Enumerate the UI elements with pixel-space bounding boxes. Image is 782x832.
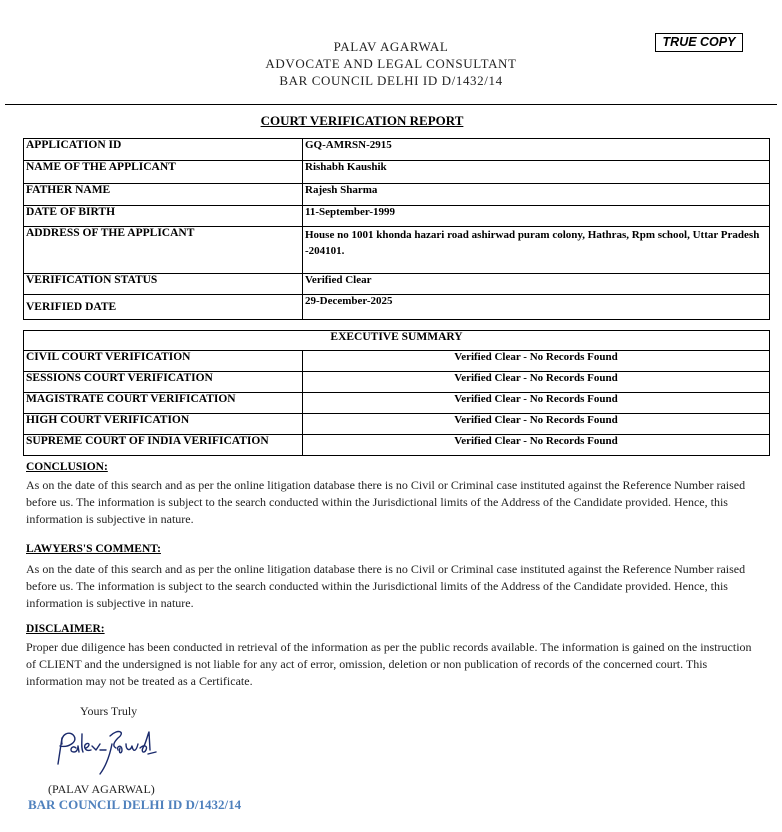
table-row bbox=[24, 351, 770, 372]
info-label: VERIFICATION STATUS bbox=[24, 274, 303, 295]
table-row bbox=[24, 206, 770, 227]
table-row bbox=[24, 295, 770, 320]
info-value: Rajesh Sharma bbox=[303, 184, 770, 206]
table-row bbox=[24, 227, 770, 274]
info-label: VERIFIED DATE bbox=[24, 295, 303, 320]
summary-value: Verified Clear - No Records Found bbox=[303, 435, 770, 456]
info-label: DATE OF BIRTH bbox=[24, 206, 303, 227]
info-label: APPLICATION ID bbox=[24, 139, 303, 161]
table-row bbox=[24, 274, 770, 295]
signatory-bar-council-id: BAR COUNCIL DELHI ID D/1432/14 bbox=[28, 797, 242, 812]
lawyers-comment-text: As on the date of this search and as per the online litigation database there is no Civil or Criminal case instituted against the Reference Number raised before us. The information is subject to the search conducted within the Jurisdictional limits of the Address of the Candidate provided. Hence, this information is subjective in nature. bbox=[26, 562, 746, 610]
info-value: GQ-AMRSN-2915 bbox=[303, 139, 770, 161]
info-value: Verified Clear bbox=[303, 274, 770, 295]
info-label: ADDRESS OF THE APPLICANT bbox=[24, 227, 303, 274]
true-copy-stamp: TRUE COPY bbox=[655, 33, 743, 52]
info-label: FATHER NAME bbox=[24, 184, 303, 206]
table-row bbox=[24, 393, 770, 414]
header-divider bbox=[5, 104, 777, 105]
info-value: 29-December-2025 bbox=[303, 295, 770, 320]
table-row bbox=[24, 414, 770, 435]
summary-value: Verified Clear - No Records Found bbox=[303, 351, 770, 372]
summary-label: MAGISTRATE COURT VERIFICATION bbox=[24, 393, 303, 414]
report-title: COURT VERIFICATION REPORT bbox=[260, 113, 464, 128]
summary-value: Verified Clear - No Records Found bbox=[303, 414, 770, 435]
info-label: NAME OF THE APPLICANT bbox=[24, 161, 303, 184]
signatory-name: (PALAV AGARWAL) bbox=[48, 782, 155, 796]
advocate-name: PALAV AGARWAL bbox=[333, 39, 449, 54]
executive-summary-heading: EXECUTIVE SUMMARY bbox=[24, 331, 770, 351]
table-row bbox=[24, 372, 770, 393]
summary-value: Verified Clear - No Records Found bbox=[303, 393, 770, 414]
executive-summary-table bbox=[23, 330, 770, 456]
closing-text: Yours Truly bbox=[80, 704, 138, 718]
table-row bbox=[24, 435, 770, 456]
summary-label: SESSIONS COURT VERIFICATION bbox=[24, 372, 303, 393]
info-value: Rishabh Kaushik bbox=[303, 161, 770, 184]
summary-label: HIGH COURT VERIFICATION bbox=[24, 414, 303, 435]
table-row bbox=[24, 139, 770, 161]
info-value: House no 1001 khonda hazari road ashirwad puram colony, Hathras, Rpm school, Uttar Pradesh -204101. bbox=[303, 227, 770, 274]
summary-value: Verified Clear - No Records Found bbox=[303, 372, 770, 393]
conclusion-title: CONCLUSION: bbox=[26, 461, 108, 473]
table-row bbox=[24, 184, 770, 206]
table-row bbox=[24, 161, 770, 184]
summary-label: CIVIL COURT VERIFICATION bbox=[24, 351, 303, 372]
info-value: 11-September-1999 bbox=[303, 206, 770, 227]
conclusion-text: As on the date of this search and as per the online litigation database there is no Civil or Criminal case instituted against the Reference Number raised before us. The information is subject to the search conducted within the Jurisdictional limits of the Address of the Candidate provided. Hence, this information is subjective in nature. bbox=[26, 478, 746, 526]
applicant-info-table bbox=[23, 138, 770, 320]
handwritten-signature bbox=[48, 724, 163, 780]
disclaimer-text: Proper due diligence has been conducted in retrieval of the information as per the public records available. The information is gained on the instruction of CLIENT and the undersigned is not liable for any act of error, omission, deletion or non publication of records of the concerned court. This information may not be treated as a Certificate. bbox=[26, 640, 752, 688]
bar-council-id: BAR COUNCIL DELHI ID D/1432/14 bbox=[279, 73, 503, 88]
advocate-designation: ADVOCATE AND LEGAL CONSULTANT bbox=[265, 56, 517, 71]
lawyers-comment-title: LAWYERS'S COMMENT: bbox=[26, 543, 161, 555]
summary-label: SUPREME COURT OF INDIA VERIFICATION bbox=[24, 435, 303, 456]
disclaimer-title: DISCLAIMER: bbox=[26, 623, 105, 635]
table-row bbox=[24, 331, 770, 351]
